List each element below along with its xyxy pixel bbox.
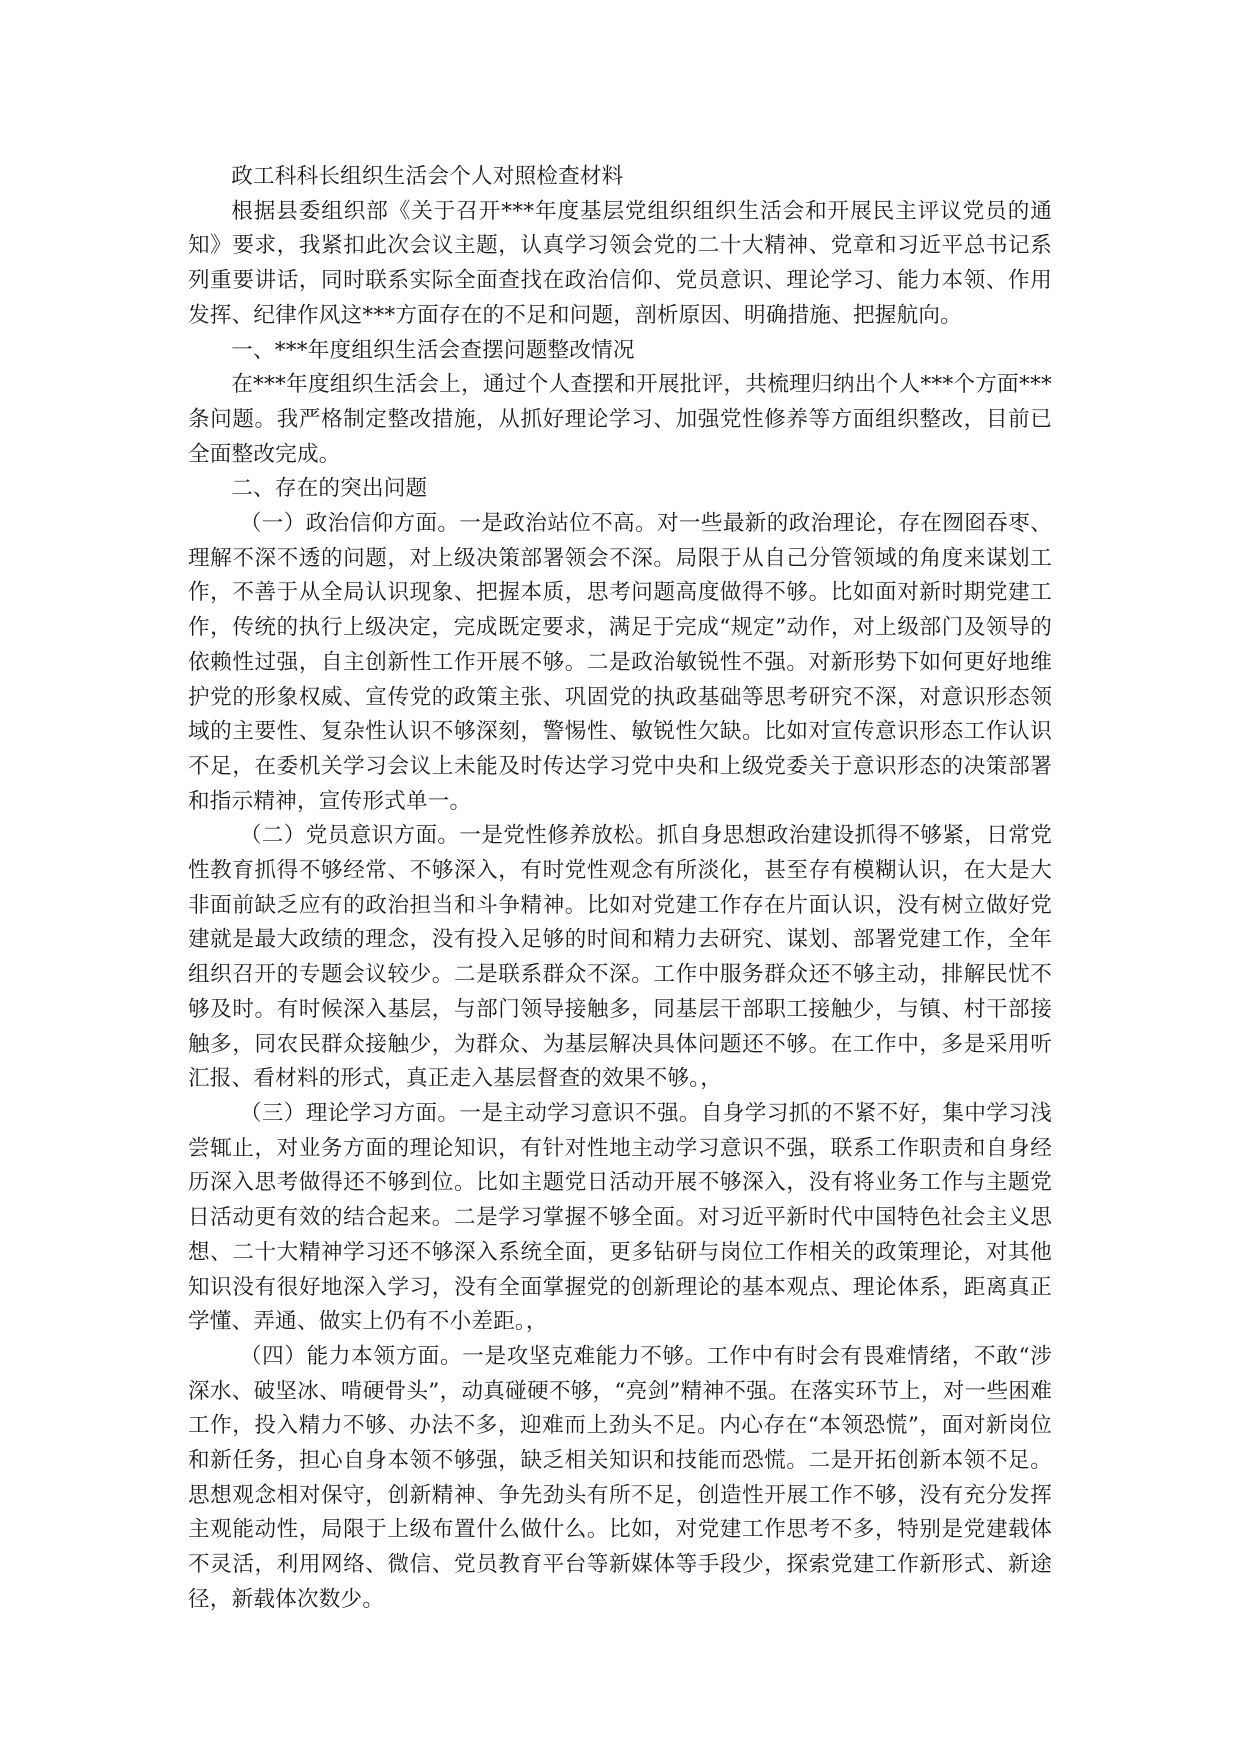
paragraph-theory-study: （三）理论学习方面。一是主动学习意识不强。自身学习抓的不紧不好，集中学习浅尝辄止，对业务方面的理论知识，有针对性地主动学习意识不强，联系工作职责和自身经历深入思考做得还不够到位。比如主题党日活动开展不够深入，没有将业务工作与主题党日活动更有效的结合起来。二是学习掌握不够全面。对习近平新时代中国特色社会主义思想、二十大精神学习还不够深入系统全面，更多钻研与岗位工作相关的政策理论，对其他知识没有很好地深入学习，没有全面掌握党的创新理论的基本观点、理论体系，距离真正学懂、弄通、做实上仍有不小差距。， — [188, 1100, 1052, 1335]
section-heading-1: 一、***年度组织生活会查摆问题整改情况 — [231, 337, 635, 363]
section-heading-2: 二、存在的突出问题 — [231, 476, 428, 502]
document-body — [188, 160, 1052, 1618]
paragraph-intro: 根据县委组织部《关于召开***年度基层党组织组织生活会和开展民主评议党员的通知》要求，我紧扣此次会议主题，认真学习领会党的二十大精神、党章和习近平总书记系列重要讲话，同时联系实际全面查找在政治信仰、党员意识、理论学习、能力本领、作用发挥、纪律作风这***方面存在的不足和问题，剖析原因、明确措施、把握航向。 — [188, 198, 1052, 328]
paragraph-capability: （四）能力本领方面。一是攻坚克难能力不够。工作中有时会有畏难情绪，不敢“涉深水、破坚冰、啃硬骨头”，动真碰硬不够，“亮剑”精神不强。在落实环节上，对一些困难工作，投入精力不够、办法不多，迎难而上劲头不足。内心存在“本领恐慌”，面对新岗位和新任务，担心自身本领不够强，缺乏相关知识和技能而恐慌。二是开拓创新本领不足。思想观念相对保守，创新精神、争先劲头有所不足，创造性开展工作不够，没有充分发挥主观能动性，局限于上级布置什么做什么。比如，对党建工作思考不多，特别是党建载体不灵活，利用网络、微信、党员教育平台等新媒体等手段少，探索党建工作新形式、新途径，新载体次数少。 — [188, 1343, 1052, 1612]
paragraph-rectification: 在***年度组织生活会上，通过个人查摆和开展批评，共梳理归纳出个人***个方面***条问题。我严格制定整改措施，从抓好理论学习、加强党性修养等方面组织整改，目前已全面整改完成。 — [188, 372, 1052, 467]
document-title: 政工科科长组织生活会个人对照检查材料 — [231, 164, 624, 189]
paragraph-party-awareness: （二）党员意识方面。一是党性修养放松。抓自身思想政治建设抓得不够紧，日常党性教育抓得不够经常、不够深入，有时党性观念有所淡化，甚至存有模糊认识，在大是大非面前缺乏应有的政治担当和斗争精神。比如对党建工作存在片面认识，没有树立做好党建就是最大政绩的理念，没有投入足够的时间和精力去研究、谋划、部署党建工作，全年组织召开的专题会议较少。二是联系群众不深。工作中服务群众还不够主动，排解民忧不够及时。有时候深入基层，与部门领导接触多，同基层干部职工接触少，与镇、村干部接触多，同农民群众接触少，为群众、为基层解决具体问题还不够。在工作中，多是采用听汇报、看材料的形式，真正走入基层督查的效果不够。， — [188, 823, 1052, 1092]
paragraph-political-belief: （一）政治信仰方面。一是政治站位不高。对一些最新的政治理论，存在囫囵吞枣、理解不深不透的问题，对上级决策部署领会不深。局限于从自己分管领域的角度来谋划工作，不善于从全局认识现象、把握本质，思考问题高度做得不够。比如面对新时期党建工作，传统的执行上级决定，完成既定要求，满足于完成“规定”动作，对上级部门及领导的依赖性过强，自主创新性工作开展不够。二是政治敏锐性不强。对新形势下如何更好地维护党的形象权威、宣传党的政策主张、巩固党的执政基础等思考研究不深，对意识形态领域的主要性、复杂性认识不够深刻，警惕性、敏锐性欠缺。比如对宣传意识形态工作认识不足，在委机关学习会议上未能及时传达学习党中央和上级党委关于意识形态的决策部署和指示精神，宣传形式单一。 — [188, 511, 1052, 814]
